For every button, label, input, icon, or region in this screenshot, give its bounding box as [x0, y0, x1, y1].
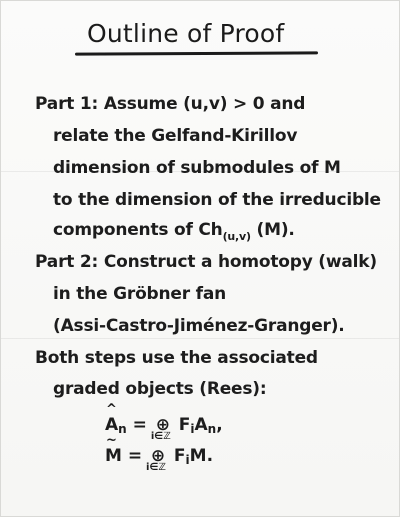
- text-line-6: [35, 252, 377, 272]
- text-line-7: in the Gröbner fan: [53, 284, 227, 304]
- formula-1-lhs-subscript: n: [118, 422, 127, 436]
- formula-1-symbol: A: [105, 415, 119, 435]
- formula-2-tail: M.: [189, 446, 214, 466]
- formula-1-filtration-index: i: [190, 422, 195, 436]
- formula-1-tail-subscript: n: [207, 422, 217, 436]
- formula-2-filtration: F: [168, 446, 186, 466]
- formula-rees-algebra: [105, 402, 223, 442]
- part-1-label: Part 1:: [35, 94, 99, 114]
- components-tail: (M).: [250, 220, 295, 240]
- text-line-5: [53, 220, 295, 243]
- direct-sum-operator: [150, 415, 173, 442]
- text-line-9: Both steps use the associated: [35, 348, 318, 368]
- text-line-10: graded objects (Rees):: [53, 379, 267, 399]
- tilde-accent: ~: [106, 433, 117, 448]
- formula-1-comma: ,: [216, 415, 223, 435]
- text-line-1: [35, 94, 305, 114]
- slide-title: Outline of Proof: [87, 19, 285, 48]
- formula-2-equals: =: [121, 446, 149, 466]
- formula-1-filtration: F: [172, 415, 191, 435]
- paper-fold-line: [1, 338, 399, 339]
- direct-sum-operator: [146, 446, 168, 473]
- direct-sum-index: i∈ℤ: [150, 431, 171, 442]
- direct-sum-symbol: ⊕: [155, 415, 170, 435]
- text-line-4: to the dimension of the irreducible: [53, 190, 381, 210]
- title-underline: [75, 51, 318, 55]
- formula-2-filtration-index: i: [185, 453, 190, 467]
- formula-1-equals: =: [126, 415, 153, 435]
- part-2-text: Construct a homotopy (walk): [98, 252, 377, 272]
- formula-1-tail: A: [194, 415, 208, 435]
- text-line-2: relate the Gelfand-Kirillov: [53, 126, 298, 146]
- formula-1-lhs: [105, 402, 119, 435]
- part-2-label: Part 2:: [35, 252, 99, 272]
- formula-2-lhs: [105, 433, 122, 466]
- text-line-3: dimension of submodules of M: [53, 158, 341, 178]
- components-text: components of Ch: [53, 220, 223, 240]
- direct-sum-symbol: ⊕: [150, 446, 166, 466]
- characteristic-subscript: (u,v): [222, 230, 251, 243]
- part-1-text: Assume (u,v) > 0 and: [98, 94, 306, 114]
- text-line-8: (Assi-Castro-Jiménez-Granger).: [53, 316, 345, 336]
- direct-sum-index: i∈ℤ: [146, 462, 166, 473]
- formula-rees-module: [105, 433, 214, 473]
- hat-accent: ^: [106, 402, 117, 417]
- formula-2-symbol: M: [105, 446, 122, 466]
